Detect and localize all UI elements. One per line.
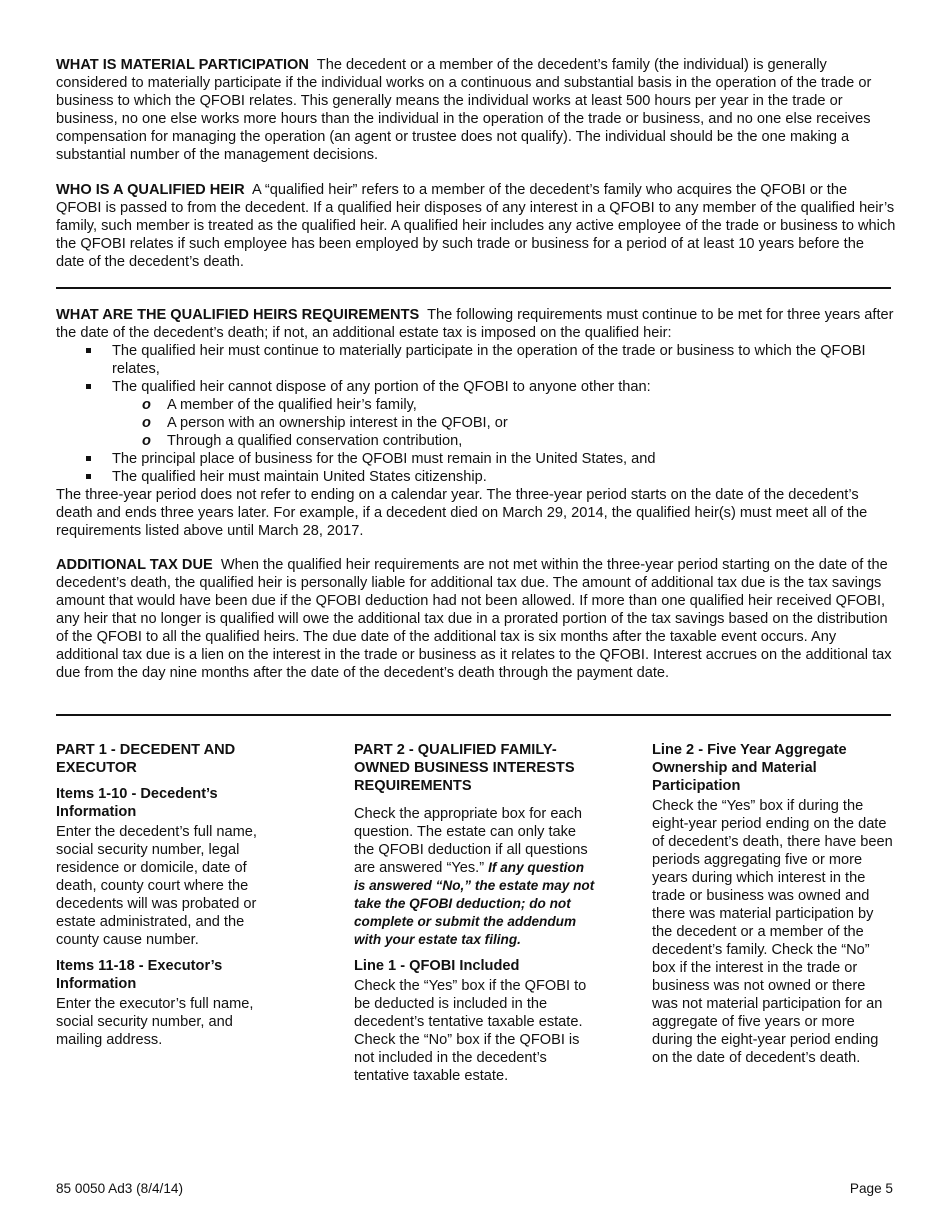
section-material-participation	[56, 56, 896, 164]
column-title: PART 2 - QUALIFIED FAMILY-OWNED BUSINESS INTERESTS REQUIREMENTS	[354, 742, 575, 794]
column-part2	[354, 741, 599, 1085]
column-text: Check the “Yes” box if during the eight-year period ending on the date of decedent’s death, there have been periods aggregating five or more years during which interest in the trade or business was owned and there was material participation by the decedent or a member of the decedent’s family. Check the “No” box if the interest in the trade or business was not owned or there was not material participation for an aggregate of five years or more during the eight-year period ending on the date of decedent’s death.	[652, 798, 893, 1066]
sub-list-item: o A member of the qualified heir’s family,	[56, 396, 896, 414]
column-title: PART 1 - DECEDENT AND EXECUTOR	[56, 742, 236, 776]
divider	[56, 287, 891, 289]
sub-list-item: o Through a qualified conservation contribution,	[56, 432, 896, 450]
list-item: The qualified heir must maintain United States citizenship.	[56, 468, 896, 486]
list-item	[56, 378, 896, 450]
section-closing: The three-year period does not refer to ending on a calendar year. The three-year period starts on the date of the decedent’s death and ends three years later. For example, if a decedent died on March 29, 2014, the qualified heir(s) must meet all of the requirements listed above until March 28, 2017.	[56, 487, 868, 539]
column-intro: Check the appropriate box for each question. The estate can only take the QFOBI deduction if all questions are answered “Yes.”	[354, 806, 588, 876]
section-heading: WHAT ARE THE QUALIFIED HEIRS REQUIREMENTS	[56, 307, 420, 323]
section-heading: WHO IS A QUALIFIED HEIR	[56, 182, 245, 198]
section-text: The following requirements must continue to be met for three years after the date of the decedent’s death; if not, an additional estate tax is imposed on the qualified heir:	[56, 307, 894, 341]
page-number: Page 5	[849, 1181, 893, 1196]
section-additional-tax	[56, 556, 896, 682]
subsection-text: Enter the executor’s full name, social security number, and mailing address.	[56, 996, 254, 1048]
list-item-text: The qualified heir cannot dispose of any portion of the QFOBI to anyone other than:	[112, 379, 651, 395]
requirements-list	[56, 342, 896, 486]
section-text: A “qualified heir” refers to a member of the decedent’s family who acquires the QFOBI or the QFOBI is passed to from the decedent. If a qualified heir disposes of any interest in a QFOBI to any member of the qualified heir’s family, such member is treated as the qualified heir. A qualified heir includes any active employee of the trade or business to which the QFOBI relates if such employee has been employed by such trade or business for a period of at least 10 years before the date of the decedent’s death.	[56, 182, 896, 270]
subsection-title: Line 1 - QFOBI Included	[354, 958, 520, 974]
column-title: Line 2 - Five Year Aggregate Ownership and Material Participation	[652, 742, 847, 794]
form-id: 85 0050 Ad3 (8/4/14)	[56, 1181, 183, 1196]
column-warning: If any question is answered “No,” the estate may not take the QFOBI deduction; do not complete or submit the addendum with your estate tax filing.	[354, 860, 595, 947]
sub-list	[112, 396, 896, 450]
subsection-title: Items 1-10 - Decedent’s Information	[56, 786, 218, 820]
list-item: The qualified heir must continue to materially participate in the operation of the trade or business to which the QFOBI relates,	[56, 342, 896, 378]
subsection-text: Check the “Yes” box if the QFOBI to be deducted is included in the decedent’s tentative taxable estate. Check the “No” box if the QFOBI is not included in the decedent’s tentative taxable estate.	[354, 978, 587, 1084]
divider	[56, 714, 891, 716]
section-text: The decedent or a member of the decedent’s family (the individual) is generally considered to materially participate if the individual works on a continuous and substantial basis in the operation of the trade or business to which the QFOBI relates. This generally means the individual works at least 500 hours per year in the trade or business, no one else works more hours than the individual in the operation of the trade or business, and no one else receives compensation for managing the operation (an agent or trustee does not qualify). The individual should be the one making a substantial number of the management decisions.	[56, 57, 872, 163]
section-heading: WHAT IS MATERIAL PARTICIPATION	[56, 57, 309, 73]
subsection-text: Enter the decedent’s full name, social security number, legal residence or domicile, date of death, county court where the decedents will was probated or estate administrated, and the county cause number.	[56, 824, 257, 948]
section-qualified-heir	[56, 181, 896, 271]
section-heir-requirements	[56, 306, 896, 540]
section-text: When the qualified heir requirements are not met within the three-year period starting on the date of the decedent’s death, the qualified heir is personally liable for additional tax due. The amount of additional tax due is the tax savings amount that would have been due if the QFOBI deduction had not been allowed. If more than one qualified heir received QFOBI, any heir that no longer is qualified will owe the additional tax due in a prorated portion of the tax savings based on the distribution of the QFOBI to all the qualified heirs. The due date of the additional tax is six months after the taxable event occurs. Any additional tax due is a lien on the interest in the trade or business as it relates to the QFOBI. Interest accrues on the additional tax due from the day nine months after the date of the decedent’s death through the payment date.	[56, 557, 892, 681]
sub-list-item: o A person with an ownership interest in the QFOBI, or	[56, 414, 896, 432]
column-line2	[652, 741, 894, 1067]
subsection-title: Items 11-18 - Executor’s Information	[56, 958, 223, 992]
column-part1	[56, 741, 278, 1049]
list-item: The principal place of business for the QFOBI must remain in the United States, and	[56, 450, 896, 468]
section-heading: ADDITIONAL TAX DUE	[56, 557, 213, 573]
